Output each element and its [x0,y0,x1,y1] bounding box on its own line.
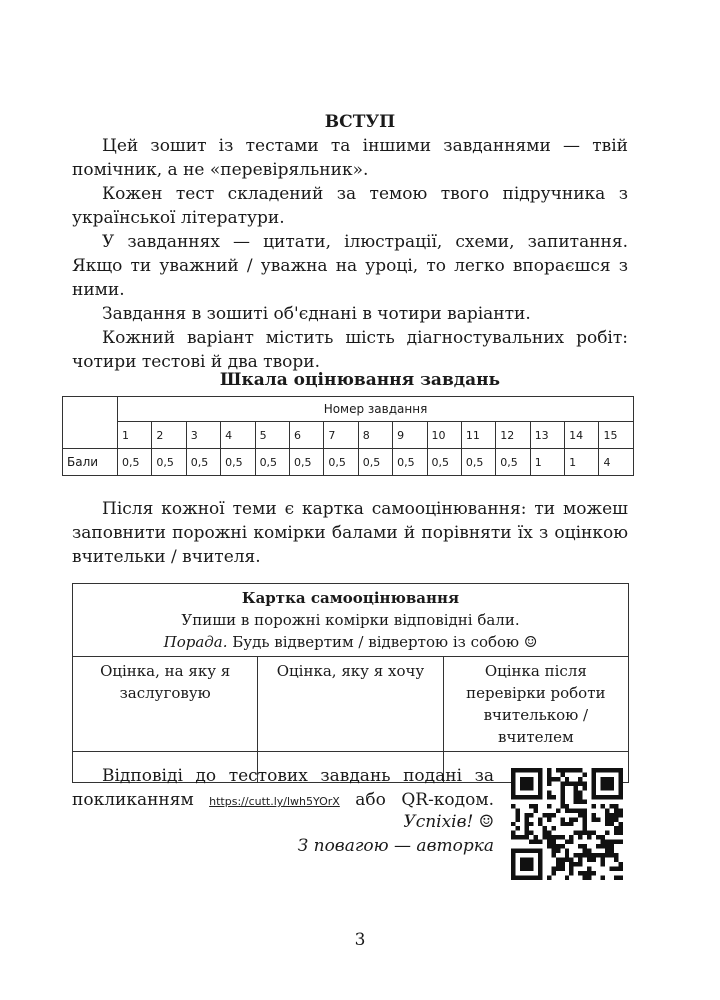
task-number-cell: 5 [255,422,289,449]
task-number-cell: 4 [221,422,255,449]
task-numbers-row [63,422,634,449]
card-column-want: Оцінка, яку я хочу [258,657,443,752]
points-cell: 0,5 [186,449,220,476]
card-tip-text: Будь відвертим / відвертою із собою ☺ [227,633,538,651]
points-cell: 0,5 [358,449,392,476]
intro-paragraph-4: Завдання в зошиті об'єднані в чотири варіанти. [102,304,531,324]
qr-code-image[interactable] [511,768,623,880]
points-cell: 0,5 [289,449,323,476]
points-row [63,449,634,476]
points-cell: 0,5 [118,449,152,476]
answers-paragraph [72,764,494,814]
task-number-cell: 3 [186,422,220,449]
card-tip [77,631,624,653]
answers-link[interactable]: https://cutt.ly/lwh5YOrX [209,795,340,808]
points-cell: 4 [599,449,634,476]
points-cell: 0,5 [393,449,427,476]
page-number: 3 [354,930,366,950]
points-cell: 1 [565,449,599,476]
task-number-cell: 12 [496,422,530,449]
task-number-cell: 14 [565,422,599,449]
points-row-label: Бали [63,449,118,476]
intro-paragraph-1: Цей зошит із тестами та іншими завданнями — твій помічник, а не «перевіряльник». [72,136,628,180]
task-number-cell: 7 [324,422,358,449]
task-number-cell: 13 [530,422,564,449]
task-number-cell: 10 [427,422,461,449]
score-scale-title: Шкала оцінювання завдань [219,370,501,390]
card-header [73,584,629,657]
intro-paragraph-2: Кожен тест складений за темою твого підручника з української літератури. [72,184,628,228]
task-number-cell: 11 [461,422,495,449]
score-table-header: Номер завдання [118,397,634,422]
points-cell: 1 [530,449,564,476]
task-number-cell: 1 [118,422,152,449]
task-number-cell: 6 [289,422,323,449]
points-cell: 0,5 [427,449,461,476]
card-title: Картка самооцінювання [241,589,460,607]
answers-text-after: або QR-кодом. [339,790,494,810]
points-cell: 0,5 [221,449,255,476]
points-cell: 0,5 [152,449,186,476]
closing-signature: З повагою — авторка [297,836,494,856]
points-cell: 0,5 [461,449,495,476]
task-number-cell: 8 [358,422,392,449]
task-number-cell: 9 [393,422,427,449]
score-table-corner [63,397,118,449]
points-cell: 0,5 [324,449,358,476]
self-assessment-card [72,583,629,783]
task-number-cell: 2 [152,422,186,449]
task-number-cell: 15 [599,422,634,449]
card-column-deserve: Оцінка, на яку я заслуговую [73,657,258,752]
score-table [62,396,634,476]
intro-paragraph-3: У завданнях — цитати, ілюстрації, схеми, запитання. Якщо ти уважний / уважна на уроці, то легко впораєшся з ними. [72,232,628,300]
after-table-paragraph: Після кожної теми є картка самооцінювання: ти можеш заповнити порожні комірки балами й порівняти їх з оцінкою вчительки / вчителя. [72,499,628,567]
page-title: ВСТУП [324,112,396,132]
card-column-teacher: Оцінка після перевірки роботи вчителькою / вчителем [443,657,628,752]
answers-text-before: Відповіді до тестових завдань подані за покликанням [72,766,494,810]
card-tip-label: Порада. [163,633,228,651]
closing-wish: Успіхів! ☺ [403,812,494,832]
intro-paragraph-5: Кожний варіант містить шість діагностувальних робіт: чотири тестові й два твори. [72,328,628,372]
points-cell: 0,5 [496,449,530,476]
card-instruction: Упиши в порожні комірки відповідні бали. [181,611,520,629]
points-cell: 0,5 [255,449,289,476]
